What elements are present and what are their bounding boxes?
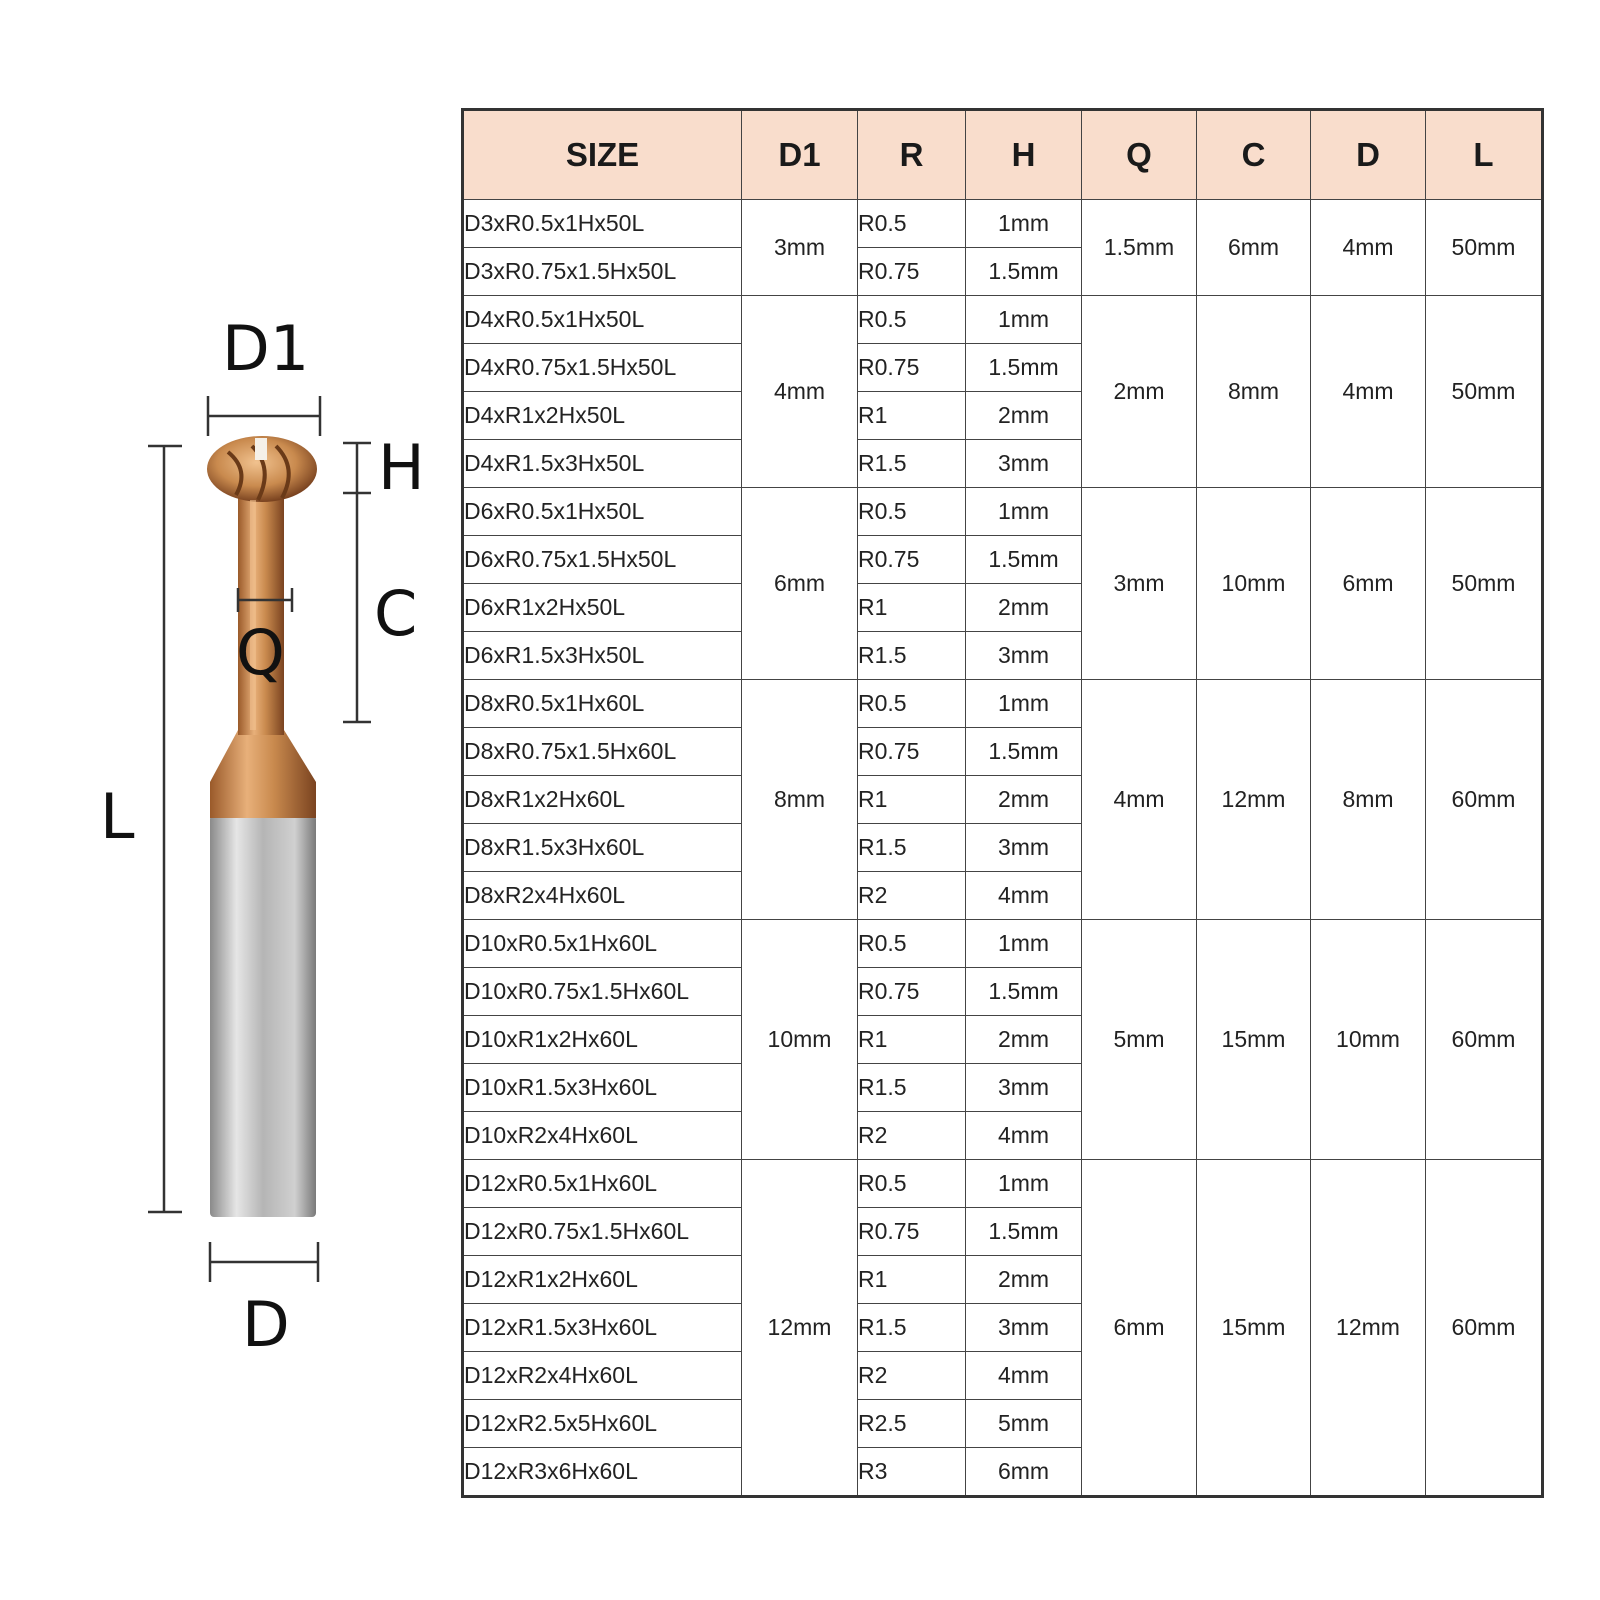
r-cell: R1.5 xyxy=(858,1304,966,1352)
h-cell: 3mm xyxy=(966,824,1082,872)
d1-cell: 3mm xyxy=(742,200,858,296)
size-cell: D3xR0.75x1.5Hx50L xyxy=(463,248,742,296)
size-cell: D10xR2x4Hx60L xyxy=(463,1112,742,1160)
d-cell: 6mm xyxy=(1311,488,1426,680)
r-cell: R1 xyxy=(858,584,966,632)
h-cell: 3mm xyxy=(966,1064,1082,1112)
d1-cell: 6mm xyxy=(742,488,858,680)
d1-cell: 4mm xyxy=(742,296,858,488)
table-row xyxy=(463,680,1543,728)
l-cell: 60mm xyxy=(1426,1160,1543,1497)
size-cell: D8xR1.5x3Hx60L xyxy=(463,824,742,872)
l-cell: 60mm xyxy=(1426,920,1543,1160)
spec-body xyxy=(463,200,1543,1497)
shank xyxy=(210,815,316,1217)
label-l: L xyxy=(100,780,135,853)
q-cell: 6mm xyxy=(1082,1160,1197,1497)
h-cell: 5mm xyxy=(966,1400,1082,1448)
h-cell: 1mm xyxy=(966,200,1082,248)
r-cell: R0.75 xyxy=(858,1208,966,1256)
header-row xyxy=(463,110,1543,200)
r-cell: R0.75 xyxy=(858,728,966,776)
h-cell: 1mm xyxy=(966,1160,1082,1208)
d1-cell: 10mm xyxy=(742,920,858,1160)
r-cell: R0.5 xyxy=(858,1160,966,1208)
h-cell: 4mm xyxy=(966,1352,1082,1400)
tool-diagram xyxy=(0,0,460,1600)
q-cell: 3mm xyxy=(1082,488,1197,680)
size-cell: D12xR3x6Hx60L xyxy=(463,1448,742,1497)
neck xyxy=(238,485,284,735)
h-cell: 3mm xyxy=(966,440,1082,488)
size-cell: D4xR0.75x1.5Hx50L xyxy=(463,344,742,392)
c-cell: 10mm xyxy=(1197,488,1311,680)
header-d: D xyxy=(1311,110,1426,200)
header-q: Q xyxy=(1082,110,1197,200)
size-cell: D10xR1.5x3Hx60L xyxy=(463,1064,742,1112)
c-cell: 12mm xyxy=(1197,680,1311,920)
d-cell: 12mm xyxy=(1311,1160,1426,1497)
l-cell: 50mm xyxy=(1426,488,1543,680)
size-cell: D3xR0.5x1Hx50L xyxy=(463,200,742,248)
label-q: Q xyxy=(236,616,285,689)
header-l: L xyxy=(1426,110,1543,200)
r-cell: R1 xyxy=(858,1016,966,1064)
h-cell: 1mm xyxy=(966,680,1082,728)
size-cell: D4xR1x2Hx50L xyxy=(463,392,742,440)
taper xyxy=(210,730,316,818)
h-cell: 1.5mm xyxy=(966,536,1082,584)
h-cell: 3mm xyxy=(966,1304,1082,1352)
header-r: R xyxy=(858,110,966,200)
label-d1: D1 xyxy=(222,312,310,385)
c-cell: 6mm xyxy=(1197,200,1311,296)
q-cell: 4mm xyxy=(1082,680,1197,920)
h-cell: 4mm xyxy=(966,1112,1082,1160)
size-cell: D12xR1.5x3Hx60L xyxy=(463,1304,742,1352)
l-cell: 60mm xyxy=(1426,680,1543,920)
d-cell: 10mm xyxy=(1311,920,1426,1160)
size-cell: D8xR0.75x1.5Hx60L xyxy=(463,728,742,776)
header-size: SIZE xyxy=(463,110,742,200)
h-cell: 2mm xyxy=(966,392,1082,440)
table-row xyxy=(463,1160,1543,1208)
r-cell: R1.5 xyxy=(858,1064,966,1112)
d-cell: 4mm xyxy=(1311,200,1426,296)
r-cell: R1 xyxy=(858,1256,966,1304)
size-cell: D10xR1x2Hx60L xyxy=(463,1016,742,1064)
h-cell: 1.5mm xyxy=(966,728,1082,776)
size-cell: D4xR1.5x3Hx50L xyxy=(463,440,742,488)
q-cell: 1.5mm xyxy=(1082,200,1197,296)
q-cell: 2mm xyxy=(1082,296,1197,488)
r-cell: R3 xyxy=(858,1448,966,1497)
r-cell: R0.75 xyxy=(858,344,966,392)
r-cell: R1.5 xyxy=(858,632,966,680)
size-cell: D12xR2.5x5Hx60L xyxy=(463,1400,742,1448)
h-cell: 3mm xyxy=(966,632,1082,680)
r-cell: R0.5 xyxy=(858,920,966,968)
r-cell: R0.5 xyxy=(858,296,966,344)
r-cell: R0.75 xyxy=(858,536,966,584)
c-cell: 8mm xyxy=(1197,296,1311,488)
spec-table xyxy=(461,108,1544,1498)
r-cell: R2 xyxy=(858,1112,966,1160)
h-cell: 1.5mm xyxy=(966,968,1082,1016)
c-cell: 15mm xyxy=(1197,920,1311,1160)
h-cell: 2mm xyxy=(966,1016,1082,1064)
table-row xyxy=(463,920,1543,968)
size-cell: D8xR2x4Hx60L xyxy=(463,872,742,920)
size-cell: D6xR0.5x1Hx50L xyxy=(463,488,742,536)
h-cell: 1.5mm xyxy=(966,344,1082,392)
r-cell: R1.5 xyxy=(858,440,966,488)
h-cell: 2mm xyxy=(966,1256,1082,1304)
h-cell: 6mm xyxy=(966,1448,1082,1497)
header-d1: D1 xyxy=(742,110,858,200)
size-cell: D12xR2x4Hx60L xyxy=(463,1352,742,1400)
h-cell: 2mm xyxy=(966,776,1082,824)
r-cell: R0.75 xyxy=(858,968,966,1016)
h-cell: 1.5mm xyxy=(966,248,1082,296)
end-mill-illustration xyxy=(0,0,460,1600)
size-cell: D8xR1x2Hx60L xyxy=(463,776,742,824)
r-cell: R2 xyxy=(858,872,966,920)
h-cell: 1mm xyxy=(966,296,1082,344)
d1-cell: 12mm xyxy=(742,1160,858,1497)
label-h: H xyxy=(378,431,425,504)
size-cell: D6xR0.75x1.5Hx50L xyxy=(463,536,742,584)
size-cell: D6xR1x2Hx50L xyxy=(463,584,742,632)
label-d: D xyxy=(242,1288,290,1361)
table-row xyxy=(463,296,1543,344)
label-c: C xyxy=(374,577,418,650)
r-cell: R1.5 xyxy=(858,824,966,872)
r-cell: R2.5 xyxy=(858,1400,966,1448)
size-cell: D12xR1x2Hx60L xyxy=(463,1256,742,1304)
h-cell: 1mm xyxy=(966,488,1082,536)
r-cell: R0.75 xyxy=(858,248,966,296)
table-row xyxy=(463,200,1543,248)
size-cell: D12xR0.75x1.5Hx60L xyxy=(463,1208,742,1256)
l-cell: 50mm xyxy=(1426,296,1543,488)
size-cell: D6xR1.5x3Hx50L xyxy=(463,632,742,680)
size-cell: D10xR0.75x1.5Hx60L xyxy=(463,968,742,1016)
size-cell: D4xR0.5x1Hx50L xyxy=(463,296,742,344)
r-cell: R1 xyxy=(858,776,966,824)
h-cell: 1.5mm xyxy=(966,1208,1082,1256)
r-cell: R0.5 xyxy=(858,488,966,536)
header-c: C xyxy=(1197,110,1311,200)
size-cell: D12xR0.5x1Hx60L xyxy=(463,1160,742,1208)
r-cell: R1 xyxy=(858,392,966,440)
d-cell: 4mm xyxy=(1311,296,1426,488)
size-cell: D8xR0.5x1Hx60L xyxy=(463,680,742,728)
d-cell: 8mm xyxy=(1311,680,1426,920)
r-cell: R0.5 xyxy=(858,680,966,728)
r-cell: R0.5 xyxy=(858,200,966,248)
h-cell: 2mm xyxy=(966,584,1082,632)
table-row xyxy=(463,488,1543,536)
h-cell: 1mm xyxy=(966,920,1082,968)
h-cell: 4mm xyxy=(966,872,1082,920)
header-h: H xyxy=(966,110,1082,200)
c-cell: 15mm xyxy=(1197,1160,1311,1497)
l-cell: 50mm xyxy=(1426,200,1543,296)
q-cell: 5mm xyxy=(1082,920,1197,1160)
d1-cell: 8mm xyxy=(742,680,858,920)
size-cell: D10xR0.5x1Hx60L xyxy=(463,920,742,968)
r-cell: R2 xyxy=(858,1352,966,1400)
